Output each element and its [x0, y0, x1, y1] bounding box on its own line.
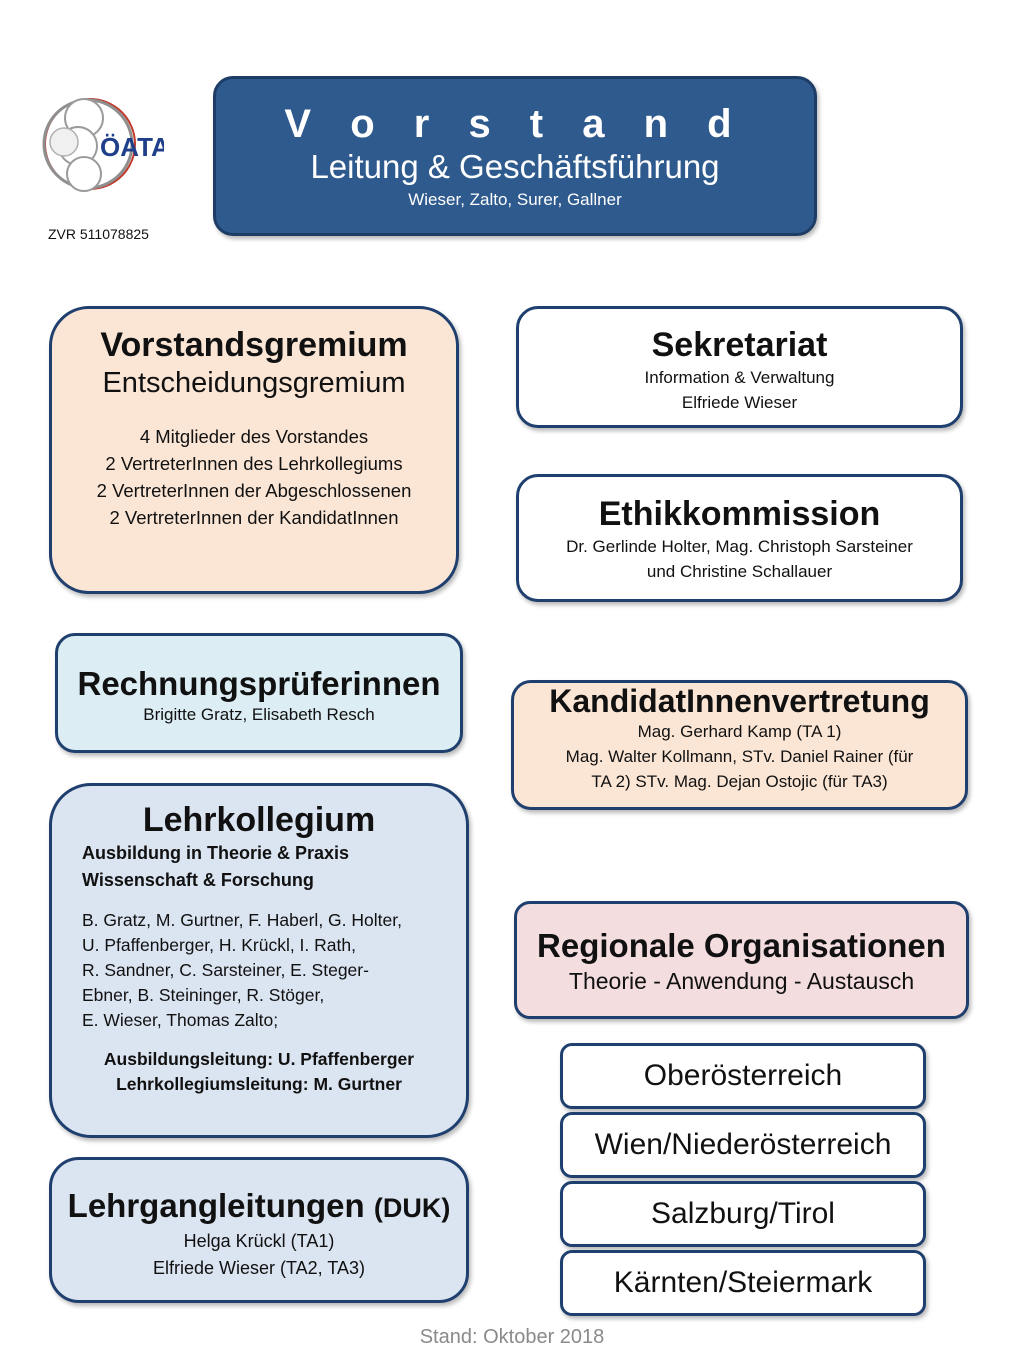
- kandidatinnenvertretung-box: [511, 680, 968, 810]
- rechnungspruferinnen-box: [55, 633, 463, 753]
- lehr-name-line: B. Gratz, M. Gurtner, F. Haberl, G. Holter,: [82, 910, 402, 930]
- gremium-member-line: 2 VertreterInnen des Lehrkollegiums: [105, 453, 403, 474]
- sekretariat-box: [516, 306, 963, 428]
- oeata-logo: [42, 96, 164, 192]
- ethik-line: Dr. Gerlinde Holter, Mag. Christoph Sarsteiner: [566, 537, 913, 556]
- region-oberoesterreich: Oberösterreich: [560, 1043, 926, 1109]
- lehrgang-header: [52, 1186, 466, 1228]
- vorstand-box: [213, 76, 817, 236]
- gremium-member-line: 2 VertreterInnen der KandidatInnen: [109, 507, 399, 528]
- lehrkollegium-box: [49, 783, 469, 1138]
- lehr-focus-line: Ausbildung in Theorie & Praxis: [82, 843, 350, 863]
- gremium-members: [52, 423, 456, 531]
- lehr-name-line: U. Pfaffenberger, H. Krückl, I. Rath,: [82, 935, 356, 955]
- logo-text: ÖATA: [100, 132, 164, 162]
- lehr-lead-line: Ausbildungsleitung: U. Pfaffenberger: [103, 1049, 415, 1069]
- gremium-subtitle: Entscheidungsgremium: [102, 367, 406, 399]
- region-wien-niederoesterreich: Wien/Niederösterreich: [560, 1112, 926, 1178]
- sekretariat-line: Elfriede Wieser: [681, 393, 798, 412]
- kandidat-title: KandidatInnenvertretung: [549, 683, 930, 719]
- lehr-lead-line: Lehrkollegiumsleitung: M. Gurtner: [116, 1074, 402, 1094]
- kandidat-line: TA 2) STv. Mag. Dejan Ostojic (für TA3): [591, 772, 888, 791]
- lehr-title: Lehrkollegium: [142, 801, 376, 839]
- vorstandsgremium-box: [49, 306, 459, 594]
- gremium-member-line: 4 Mitglieder des Vorstandes: [139, 426, 369, 447]
- footer-stand: Stand: Oktober 2018: [419, 1326, 605, 1348]
- rechnung-title: Rechnungsprüferinnen: [77, 665, 441, 702]
- vorstand-title: V o r s t a n d: [284, 102, 746, 146]
- regionale-organisationen-box: [514, 901, 969, 1019]
- rechnung-names: Brigitte Gratz, Elisabeth Resch: [143, 705, 375, 724]
- vorstand-names: Wieser, Zalto, Surer, Gallner: [408, 190, 622, 209]
- lehr-names: [52, 908, 466, 1033]
- ethik-title: Ethikkommission: [598, 495, 881, 533]
- regional-title: Regionale Organisationen: [537, 927, 946, 964]
- lehr-name-line: Ebner, B. Steininger, R. Stöger,: [82, 985, 325, 1005]
- lehrgangleitungen-box: [49, 1157, 469, 1303]
- sekretariat-title: Sekretariat: [651, 326, 828, 364]
- zvr-number: ZVR 511078825: [48, 226, 149, 242]
- lehr-leads: [52, 1047, 466, 1097]
- region-salzburg-tirol: Salzburg/Tirol: [560, 1181, 926, 1247]
- regional-subtitle: Theorie - Anwendung - Austausch: [568, 968, 915, 994]
- ethik-line: und Christine Schallauer: [646, 562, 833, 581]
- ethikkommission-box: [516, 474, 963, 602]
- lehrgang-title: Lehrgangleitungen: [67, 1187, 365, 1224]
- lehr-name-line: R. Sandner, C. Sarsteiner, E. Steger-: [82, 960, 369, 980]
- lehrgang-suffix: (DUK): [373, 1193, 451, 1223]
- sekretariat-line: Information & Verwaltung: [644, 368, 835, 387]
- region-kaernten-steiermark: Kärnten/Steiermark: [560, 1250, 926, 1316]
- logo-rings-icon: [42, 96, 164, 192]
- lehrgang-line: Elfriede Wieser (TA2, TA3): [152, 1258, 366, 1278]
- gremium-member-line: 2 VertreterInnen der Abgeschlossenen: [96, 480, 412, 501]
- lehrgang-line: Helga Krückl (TA1): [183, 1231, 335, 1251]
- lehr-focus-line: Wissenschaft & Forschung: [82, 870, 314, 890]
- vorstand-subtitle: Leitung & Geschäftsführung: [310, 148, 720, 185]
- lehr-focus: [52, 840, 466, 894]
- kandidat-line: Mag. Walter Kollmann, STv. Daniel Rainer (für: [565, 747, 914, 766]
- gremium-title: Vorstandsgremium: [100, 326, 408, 364]
- kandidat-line: Mag. Gerhard Kamp (TA 1): [637, 722, 842, 741]
- lehr-name-line: E. Wieser, Thomas Zalto;: [82, 1010, 279, 1030]
